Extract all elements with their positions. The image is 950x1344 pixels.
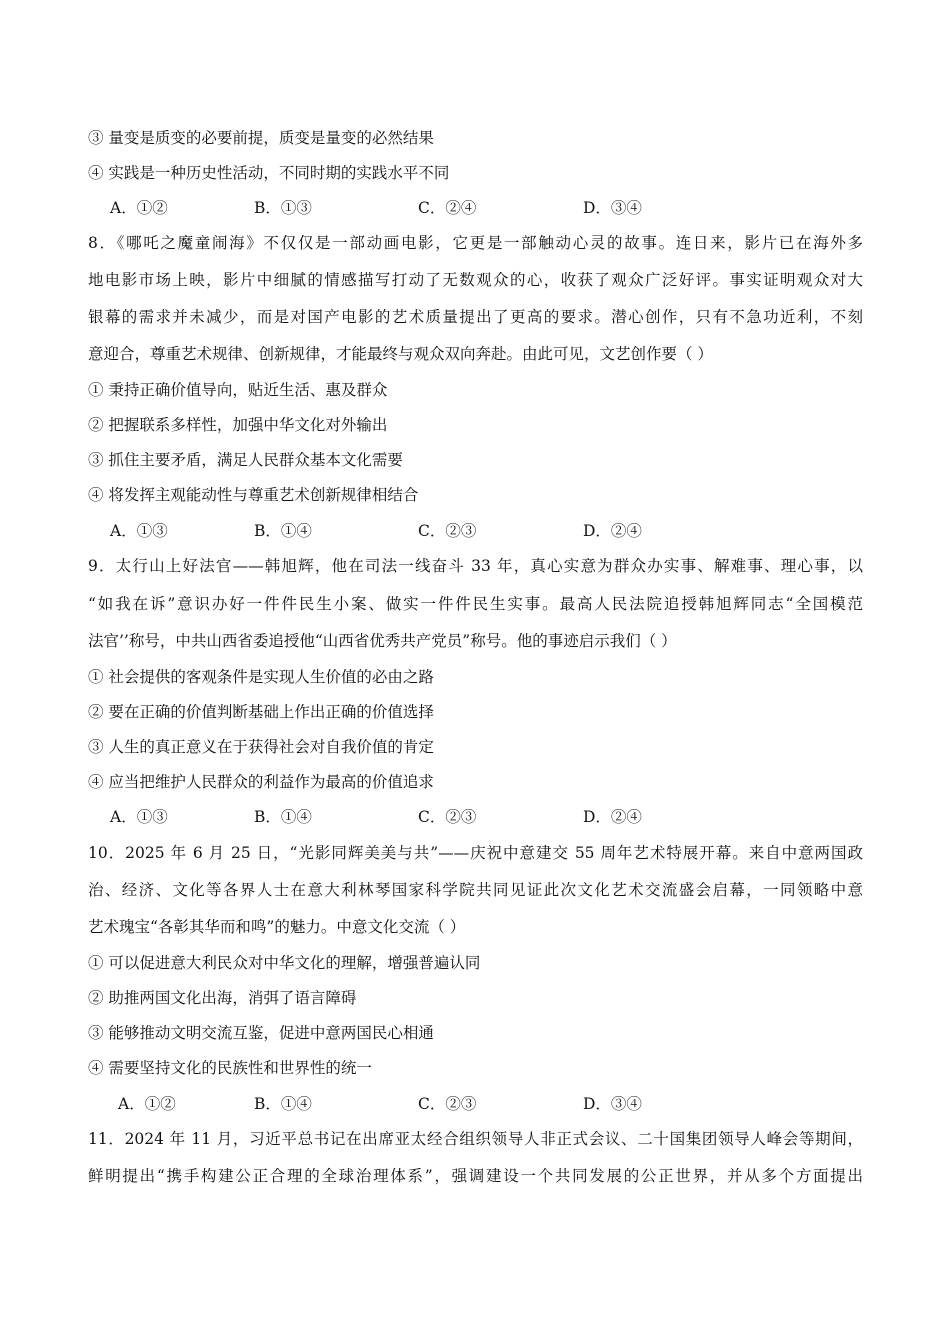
- q10-item-4: ④ 需要坚持文化的民族性和世界性的统一: [88, 1059, 372, 1077]
- q10-item-1: ① 可以促进意大利民众对中华文化的理解，增强普遍认同: [88, 954, 481, 972]
- q11-stem-line: 11．2024 年 11 月，习近平总书记在出席亚太经合组织领导人非正式会议、二十国集团领导人峰会等期间，: [88, 1130, 863, 1148]
- q10-option-c[interactable]: C．②③: [418, 1095, 477, 1113]
- q8-item-3: ③ 抓住主要矛盾，满足人民群众基本文化需要: [88, 451, 403, 469]
- q10-option-d[interactable]: D．③④: [583, 1095, 642, 1113]
- q10-stem-line: 治、经济、文化等各界人士在意大利林琴国家科学院共同见证此次文化艺术交流盛会启幕，一同领略中意: [88, 881, 863, 899]
- q7-option-c[interactable]: C．②④: [418, 199, 477, 217]
- q7-option-d[interactable]: D．③④: [583, 199, 642, 217]
- q8-stem-line: 地电影市场上映，影片中细腻的情感描写打动了无数观众的心，收获了观众广泛好评。事实证明观众对大: [88, 271, 863, 289]
- q7-item-4: ④ 实践是一种历史性活动，不同时期的实践水平不同: [88, 164, 450, 182]
- q9-option-c[interactable]: C．②③: [418, 808, 477, 826]
- q9-item-2: ② 要在正确的价值判断基础上作出正确的价值选择: [88, 703, 434, 721]
- q8-option-b[interactable]: B．①④: [254, 522, 312, 540]
- q7-option-b[interactable]: B．①③: [254, 199, 312, 217]
- q8-item-1: ① 秉持正确价值导向，贴近生活、惠及群众: [88, 381, 388, 399]
- q9-item-4: ④ 应当把维护人民群众的利益作为最高的价值追求: [88, 773, 434, 791]
- q11-stem-line: 鲜明提出“携手构建公正合理的全球治理体系”，强调建设一个共同发展的公正世界，并从多个方面提出: [88, 1167, 863, 1185]
- q9-stem-line: 法官’’称号，中共山西省委追授他“山西省优秀共产党员”称号。他的事迹启示我们（ ）: [88, 632, 677, 650]
- q10-stem-line: 艺术瑰宝“各彰其华而和鸣”的魅力。中意文化交流（ ）: [88, 918, 466, 936]
- q8-stem-line: 银幕的需求并未减少，而是对国产电影的艺术质量提出了更高的要求。潜心创作，只有不急功近利，不刻: [88, 308, 863, 326]
- q10-option-a[interactable]: A．①②: [118, 1095, 176, 1113]
- q7-item-3: ③ 量变是质变的必要前提，质变是量变的必然结果: [88, 129, 434, 147]
- q9-option-d[interactable]: D．②④: [583, 808, 642, 826]
- q10-stem-line: 10．2025 年 6 月 25 日，“光影同辉美美与共”——庆祝中意建交 55 周年艺术特展开幕。来自中意两国政: [88, 844, 863, 862]
- q10-item-2: ② 助推两国文化出海，消弭了语言障碍: [88, 989, 357, 1007]
- q7-option-a[interactable]: A．①②: [110, 199, 168, 217]
- q8-stem-line: 8．《哪吒之魔童闹海》不仅仅是一部动画电影，它更是一部触动心灵的故事。连日来，影片已在海外多: [88, 234, 863, 252]
- q9-option-b[interactable]: B．①④: [254, 808, 312, 826]
- q9-option-a[interactable]: A．①③: [110, 808, 168, 826]
- q9-item-1: ① 社会提供的客观条件是实现人生价值的必由之路: [88, 668, 434, 686]
- q9-item-3: ③ 人生的真正意义在于获得社会对自我价值的肯定: [88, 738, 434, 756]
- q10-option-b[interactable]: B．①④: [254, 1095, 312, 1113]
- q8-stem-line: 意迎合，尊重艺术规律、创新规律，才能最终与观众双向奔赴。由此可见，文艺创作要（ ）: [88, 345, 713, 363]
- q8-option-d[interactable]: D．②④: [583, 522, 642, 540]
- q8-option-c[interactable]: C．②③: [418, 522, 477, 540]
- q8-option-a[interactable]: A．①③: [110, 522, 168, 540]
- q9-stem-line: “如我在诉”意识办好一件件民生小案、做实一件件民生实事。最高人民法院追授韩旭辉同志“全国模范: [88, 595, 863, 613]
- q8-item-2: ② 把握联系多样性，加强中华文化对外输出: [88, 416, 388, 434]
- q9-stem-line: 9．太行山上好法官——韩旭辉，他在司法一线奋斗 33 年，真心实意为群众办实事、解难事、理心事，以: [88, 557, 863, 575]
- q10-item-3: ③ 能够推动文明交流互鉴，促进中意两国民心相通: [88, 1024, 434, 1042]
- q8-item-4: ④ 将发挥主观能动性与尊重艺术创新规律相结合: [88, 486, 419, 504]
